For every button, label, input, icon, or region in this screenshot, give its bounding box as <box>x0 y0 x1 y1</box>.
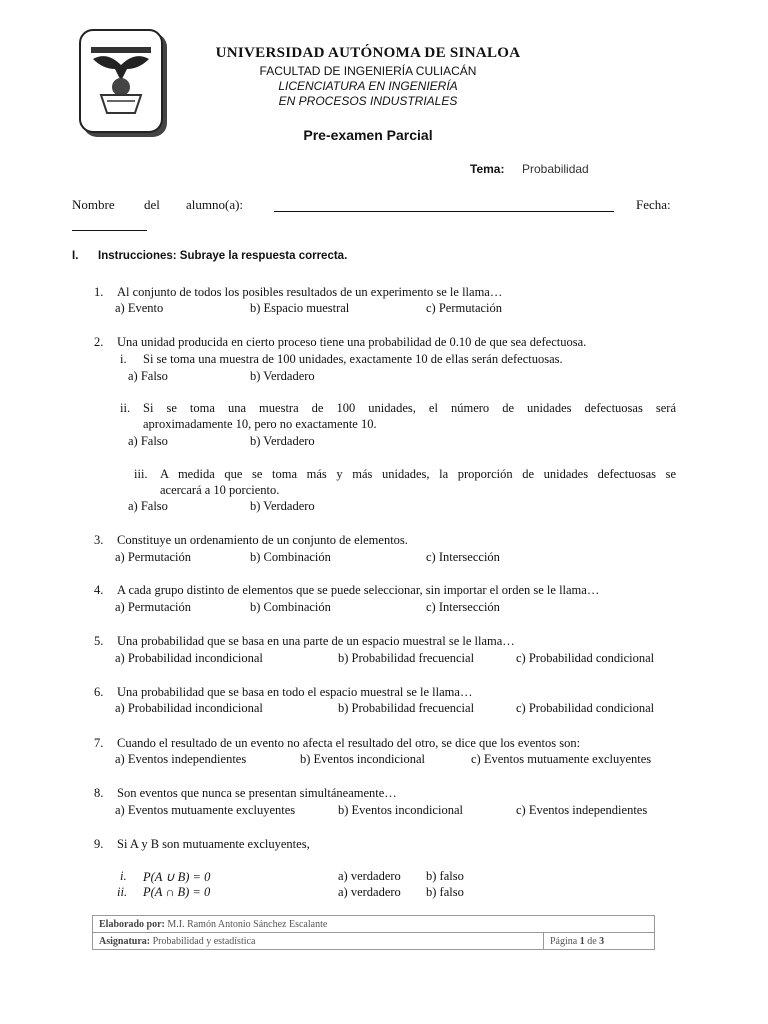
option-b[interactable]: b) Espacio muestral <box>250 301 350 315</box>
section-numeral: I. <box>72 250 79 262</box>
option-a[interactable]: a) Eventos independientes <box>115 752 247 766</box>
question-number: 4. <box>94 583 104 597</box>
option-a[interactable]: a) verdadero <box>338 885 401 899</box>
nombre-label: Nombre <box>72 197 115 212</box>
question-number: 6. <box>94 685 104 699</box>
option-b[interactable]: b) Probabilidad frecuencial <box>338 701 475 715</box>
option-a[interactable]: a) verdadero <box>338 869 401 883</box>
option-a[interactable]: a) Probabilidad incondicional <box>115 651 263 665</box>
degree-line-2: EN PROCESOS INDUSTRIALES <box>278 94 458 108</box>
math-expression: P(A ∪ B) = 0 <box>143 870 211 884</box>
option-a[interactable]: a) Permutación <box>115 550 192 564</box>
elaborado-label: Elaborado por: <box>99 918 165 930</box>
page-de: de <box>587 935 597 947</box>
option-c[interactable]: c) Permutación <box>426 301 503 315</box>
subitem-text-cont: acercará a 10 porciento. <box>160 483 280 497</box>
question-text: Cuando el resultado de un evento no afecta el resultado del otro, se dice que los eventos son: <box>117 736 581 750</box>
option-b[interactable]: b) Combinación <box>250 550 331 564</box>
option-c[interactable]: c) Probabilidad condicional <box>516 701 655 715</box>
del-label: del <box>144 197 160 212</box>
fecha-label: Fecha: <box>636 197 671 212</box>
subitem-text: A medida que se toma más y más unidades, la proporción de unidades defectuosas se <box>160 467 676 481</box>
option-b[interactable]: b) Verdadero <box>250 499 315 513</box>
question-text: Una probabilidad que se basa en una parte de un espacio muestral se le llama… <box>117 634 515 648</box>
page-label: Página <box>550 935 578 947</box>
subitem-text-cont: aproximadamente 10, pero no exactamente 10. <box>143 417 377 431</box>
subitem-number: iii. <box>134 467 148 481</box>
option-c[interactable]: c) Intersección <box>426 550 500 564</box>
question-text: Una probabilidad que se basa en todo el espacio muestral se le llama… <box>117 685 473 699</box>
subitem-number: i. <box>120 352 127 366</box>
option-b[interactable]: b) Combinación <box>250 600 331 614</box>
question-text: Constituye un ordenamiento de un conjunto de elementos. <box>117 533 408 547</box>
option-b[interactable]: b) Verdadero <box>250 434 315 448</box>
subitem-number: i. <box>120 869 127 883</box>
student-name-field[interactable] <box>274 211 614 212</box>
option-a[interactable]: a) Probabilidad incondicional <box>115 701 263 715</box>
option-b[interactable]: b) Verdadero <box>250 369 315 383</box>
faculty-name: FACULTAD DE INGENIERÍA CULIACÁN <box>259 64 477 78</box>
question-number: 1. <box>94 285 104 299</box>
option-b[interactable]: b) Eventos incondicional <box>338 803 463 817</box>
asignatura-label: Asignatura: <box>99 935 151 947</box>
option-a[interactable]: a) Eventos mutuamente excluyentes <box>115 803 296 817</box>
page-number: 1 <box>579 935 585 947</box>
university-logo <box>79 29 163 133</box>
option-b[interactable]: b) falso <box>426 869 464 883</box>
footer-table <box>92 915 655 950</box>
option-c[interactable]: c) Probabilidad condicional <box>516 651 655 665</box>
degree-line-1: LICENCIATURA EN INGENIERÍA <box>278 79 458 93</box>
subitem-number: ii. <box>120 401 131 415</box>
option-a[interactable]: a) Evento <box>115 301 164 315</box>
alumno-label: alumno(a): <box>186 197 244 212</box>
subitem-text: Si se toma una muestra de 100 unidades, el número de unidades defectuosas será <box>143 401 676 415</box>
option-a[interactable]: a) Permutación <box>115 600 192 614</box>
date-field[interactable] <box>72 230 147 231</box>
question-number: 5. <box>94 634 104 648</box>
university-name: UNIVERSIDAD AUTÓNOMA DE SINALOA <box>215 45 521 61</box>
question-text: Si A y B son mutuamente excluyentes, <box>117 837 310 851</box>
option-b[interactable]: b) Eventos incondicional <box>300 752 425 766</box>
subitem-number: ii. <box>117 885 128 899</box>
footer-page <box>544 933 655 950</box>
question-text: Son eventos que nunca se presentan simultáneamente… <box>117 786 397 800</box>
question-number: 8. <box>94 786 104 800</box>
question-number: 3. <box>94 533 104 547</box>
asignatura-value: Probabilidad y estadística <box>152 935 256 947</box>
elaborado-value: M.I. Ramón Antonio Sánchez Escalante <box>167 918 328 930</box>
eagle-emblem-icon <box>87 39 155 123</box>
option-c[interactable]: c) Eventos mutuamente excluyentes <box>471 752 652 766</box>
page-total: 3 <box>599 935 605 947</box>
question-number: 7. <box>94 736 104 750</box>
tema-value: Probabilidad <box>522 162 589 176</box>
instructions: Instrucciones: Subraye la respuesta correcta. <box>98 250 348 262</box>
question-text: Una unidad producida en cierto proceso tiene una probabilidad de 0.10 de que sea defectuosa. <box>117 335 587 349</box>
exam-title: Pre-examen Parcial <box>303 127 433 143</box>
option-a[interactable]: a) Falso <box>128 499 168 513</box>
question-number: 2. <box>94 335 104 349</box>
math-expression: P(A ∩ B) = 0 <box>143 885 211 899</box>
option-c[interactable]: c) Eventos independientes <box>516 803 648 817</box>
option-c[interactable]: c) Intersección <box>426 600 500 614</box>
option-a[interactable]: a) Falso <box>128 434 168 448</box>
tema-label: Tema: <box>470 162 505 176</box>
question-number: 9. <box>94 837 104 851</box>
question-text: A cada grupo distinto de elementos que se puede seleccionar, sin importar el orden se le llama… <box>117 583 600 597</box>
question-text: Al conjunto de todos los posibles resultados de un experimento se le llama… <box>117 285 503 299</box>
option-a[interactable]: a) Falso <box>128 369 168 383</box>
footer-asignatura <box>93 933 544 950</box>
option-b[interactable]: b) falso <box>426 885 464 899</box>
option-b[interactable]: b) Probabilidad frecuencial <box>338 651 475 665</box>
footer-elaborado <box>93 916 655 933</box>
subitem-text: Si se toma una muestra de 100 unidades, exactamente 10 de ellas serán defectuosas. <box>143 352 563 366</box>
